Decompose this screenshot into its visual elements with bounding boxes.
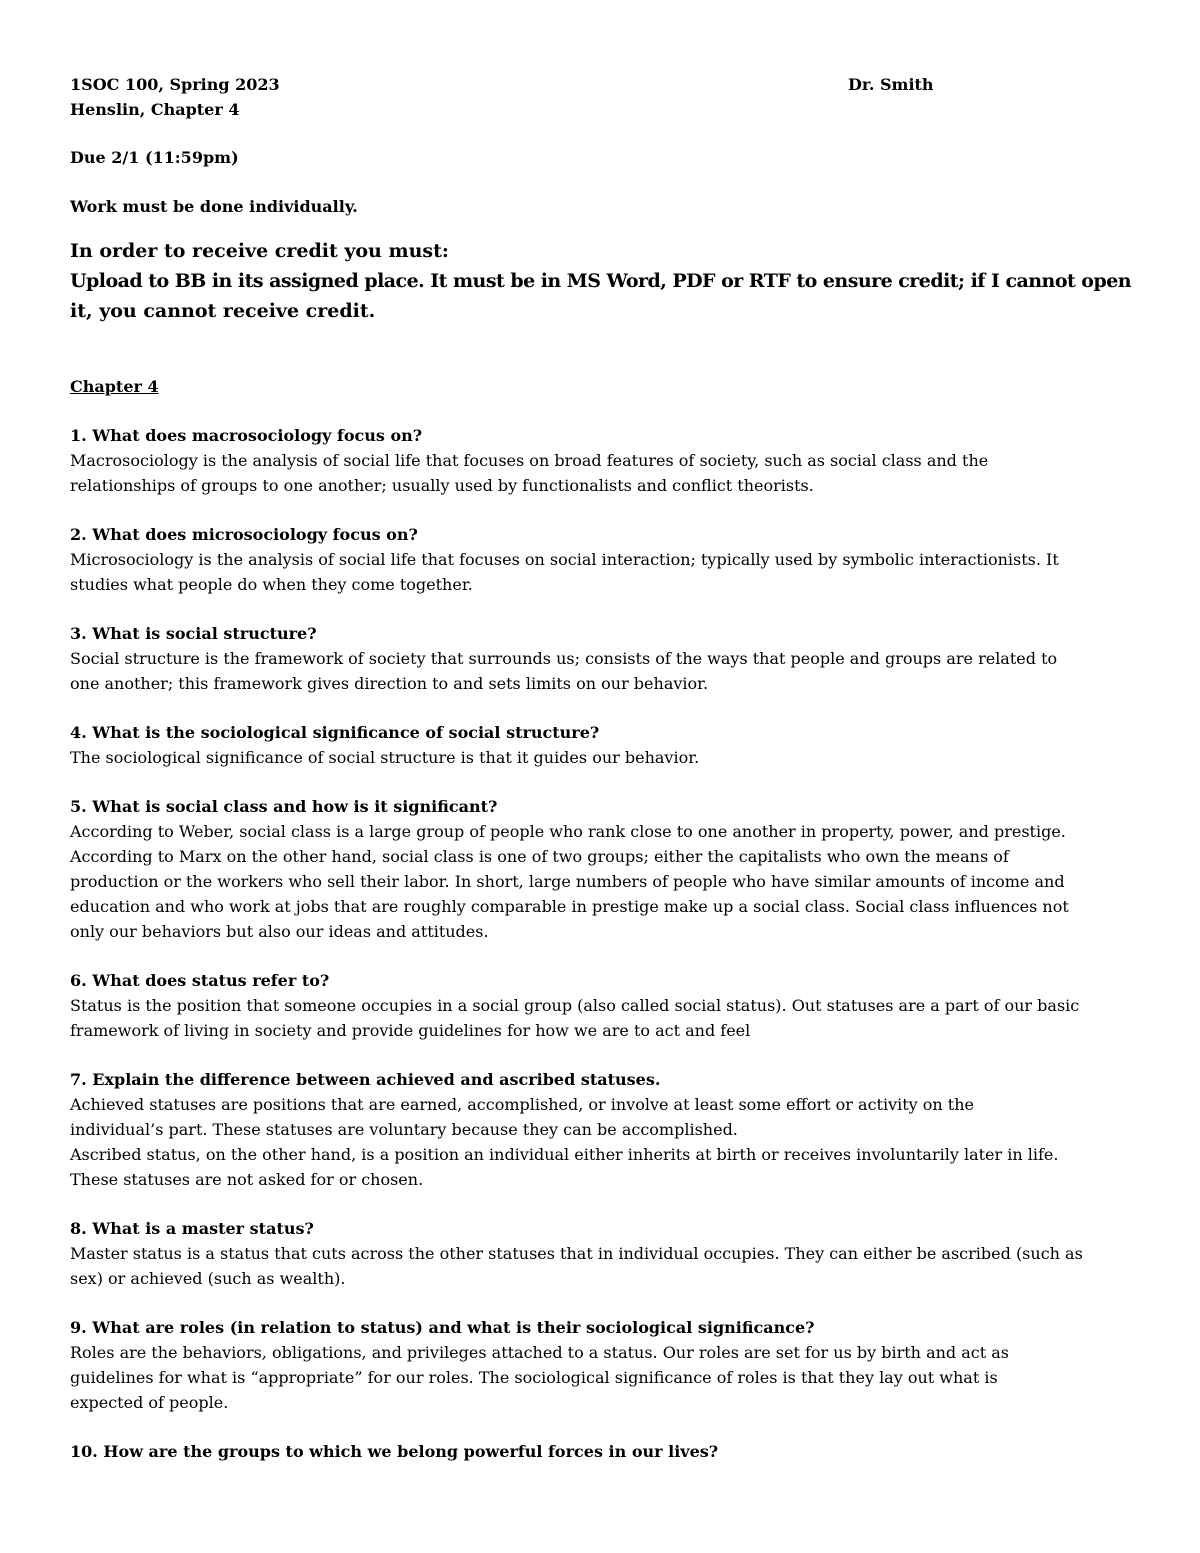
question-block bbox=[70, 794, 1130, 944]
answer-line: framework of living in society and provide guidelines for how we are to act and feel bbox=[70, 1021, 751, 1040]
answer-line: Status is the position that someone occupies in a social group (also called social status). Out statuses are a part of our basic bbox=[70, 996, 1080, 1015]
answer-line: studies what people do when they come together. bbox=[70, 575, 473, 594]
due-date: Due 2/1 (11:59pm) bbox=[70, 148, 239, 167]
answer-text bbox=[70, 819, 1130, 944]
question-text: 8. What is a master status? bbox=[70, 1219, 314, 1238]
answer-line: expected of people. bbox=[70, 1393, 229, 1412]
answer-line: The sociological significance of social structure is that it guides our behavior. bbox=[70, 748, 700, 767]
answer-line: Macrosociology is the analysis of social life that focuses on broad features of society, such as social class and the bbox=[70, 451, 989, 470]
course-title: 1SOC 100, Spring 2023 bbox=[70, 75, 280, 94]
answer-text bbox=[70, 1241, 1130, 1291]
document-page bbox=[70, 72, 1130, 1488]
answer-text bbox=[70, 448, 1130, 498]
question-text: 7. Explain the difference between achieved and ascribed statuses. bbox=[70, 1070, 661, 1089]
chapter-heading: Chapter 4 bbox=[70, 377, 159, 396]
answer-line: education and who work at jobs that are roughly comparable in prestige make up a social class. Social class influences not bbox=[70, 897, 1069, 916]
question-text: 9. What are roles (in relation to status) and what is their sociological significance? bbox=[70, 1318, 815, 1337]
answer-text bbox=[70, 547, 1130, 597]
instructions-line-3: it, you cannot receive credit. bbox=[70, 300, 376, 322]
question-block bbox=[70, 423, 1130, 498]
answer-line: production or the workers who sell their labor. In short, large numbers of people who have similar amounts of income and bbox=[70, 872, 1065, 891]
instructor-name: Dr. Smith bbox=[848, 75, 934, 94]
question-block bbox=[70, 621, 1130, 696]
answer-line: Microsociology is the analysis of social life that focuses on social interaction; typically used by symbolic interactionists. It bbox=[70, 550, 1059, 569]
question-text: 10. How are the groups to which we belong powerful forces in our lives? bbox=[70, 1442, 719, 1461]
question-text: 3. What is social structure? bbox=[70, 624, 317, 643]
answer-line: one another; this framework gives direction to and sets limits on our behavior. bbox=[70, 674, 709, 693]
answer-line: guidelines for what is “appropriate” for our roles. The sociological significance of roles is that they lay out what is bbox=[70, 1368, 998, 1387]
individual-work-note: Work must be done individually. bbox=[70, 197, 358, 216]
question-text: 4. What is the sociological significance of social structure? bbox=[70, 723, 600, 742]
question-block bbox=[70, 720, 1130, 770]
answer-text bbox=[70, 745, 1130, 770]
question-block bbox=[70, 968, 1130, 1043]
answer-line: sex) or achieved (such as wealth). bbox=[70, 1269, 346, 1288]
instructions-line-1: In order to receive credit you must: bbox=[70, 240, 449, 262]
answer-text bbox=[70, 1092, 1130, 1192]
answer-line: These statuses are not asked for or chosen. bbox=[70, 1170, 424, 1189]
answer-line: Achieved statuses are positions that are earned, accomplished, or involve at least some effort or activity on the bbox=[70, 1095, 975, 1114]
answer-line: Ascribed status, on the other hand, is a position an individual either inherits at birth or receives involuntarily later in life. bbox=[70, 1145, 1059, 1164]
answer-line: Master status is a status that cuts across the other statuses that in individual occupies. They can either be ascribed (such as bbox=[70, 1244, 1083, 1263]
question-block bbox=[70, 1067, 1130, 1192]
answer-line: According to Weber, social class is a large group of people who rank close to one another in property, power, and prestige. bbox=[70, 822, 1066, 841]
answer-text bbox=[70, 1340, 1130, 1415]
textbook-chapter: Henslin, Chapter 4 bbox=[70, 100, 240, 119]
question-text: 1. What does macrosociology focus on? bbox=[70, 426, 423, 445]
header-row bbox=[70, 72, 1130, 97]
question-list bbox=[70, 423, 1130, 1464]
answer-line: According to Marx on the other hand, social class is one of two groups; either the capitalists who own the means of bbox=[70, 847, 1009, 866]
answer-line: only our behaviors but also our ideas and attitudes. bbox=[70, 922, 489, 941]
question-block bbox=[70, 1216, 1130, 1291]
answer-line: Social structure is the framework of society that surrounds us; consists of the ways that people and groups are related to bbox=[70, 649, 1058, 668]
answer-text bbox=[70, 993, 1130, 1043]
answer-line: relationships of groups to one another; usually used by functionalists and conflict theorists. bbox=[70, 476, 814, 495]
question-block bbox=[70, 1439, 1130, 1464]
question-text: 2. What does microsociology focus on? bbox=[70, 525, 418, 544]
question-block bbox=[70, 1315, 1130, 1415]
question-text: 6. What does status refer to? bbox=[70, 971, 330, 990]
answer-line: Roles are the behaviors, obligations, and privileges attached to a status. Our roles are set for us by birth and act as bbox=[70, 1343, 1010, 1362]
question-text: 5. What is social class and how is it significant? bbox=[70, 797, 498, 816]
question-block bbox=[70, 522, 1130, 597]
instructions-line-2: Upload to BB in its assigned place. It must be in MS Word, PDF or RTF to ensure credit; if I cannot open bbox=[70, 270, 1132, 292]
answer-text bbox=[70, 646, 1130, 696]
answer-line: individual’s part. These statuses are voluntary because they can be accomplished. bbox=[70, 1120, 738, 1139]
